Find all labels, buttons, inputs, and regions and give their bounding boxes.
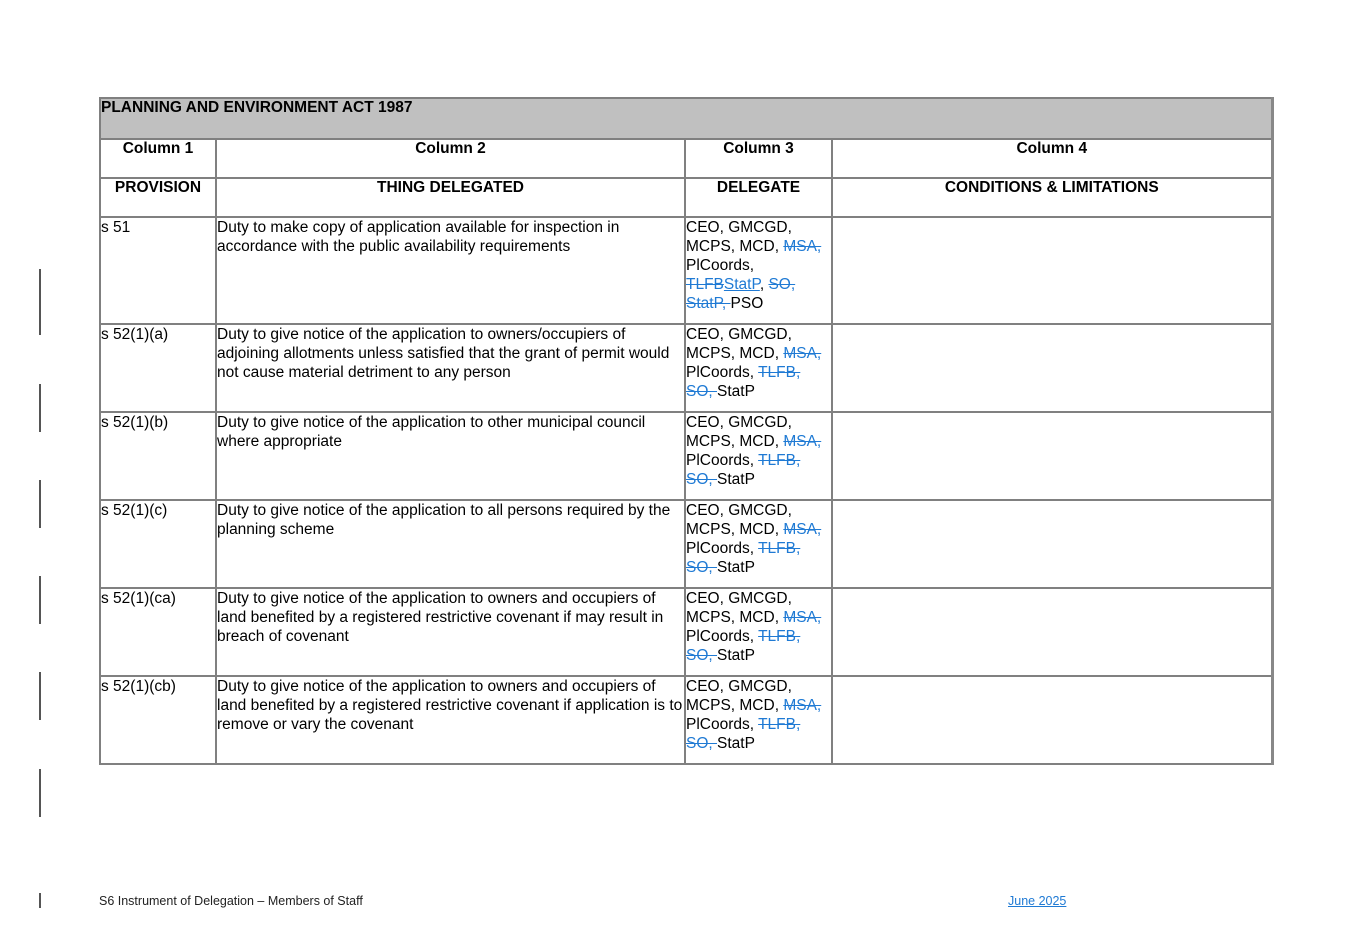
header-delegate: DELEGATE (685, 178, 832, 217)
delegate-cell (685, 412, 832, 500)
provision-cell: s 52(1)(cb) (100, 676, 216, 764)
thing-delegated-cell: Duty to give notice of the application to all persons required by the planning scheme (216, 500, 685, 588)
delegate-cell (685, 588, 832, 676)
table-row (100, 676, 1272, 764)
conditions-cell (832, 676, 1272, 764)
delegate-text: PlCoords, (686, 257, 755, 274)
delegate-cell (685, 676, 832, 764)
inserted-text: StatP (723, 276, 760, 293)
change-bar (39, 480, 41, 528)
delegate-text: , (759, 276, 769, 293)
thing-delegated-cell: Duty to give notice of the application to owners/occupiers of adjoining allotments unless satisfied that the grant of permit would not cause material detriment to any person (216, 324, 685, 412)
conditions-cell (832, 500, 1272, 588)
deleted-text: MSA, (783, 433, 822, 450)
deleted-text: MSA, (783, 521, 822, 538)
table-row (100, 500, 1272, 588)
table-row (100, 217, 1272, 324)
change-bar (39, 576, 41, 624)
deleted-text: TLFB, SO, (686, 716, 801, 752)
deleted-text: SO, StatP, (686, 276, 796, 312)
header-thing-delegated: THING DELEGATED (216, 178, 685, 217)
header-provision: PROVISION (100, 178, 216, 217)
column-header-row (100, 178, 1272, 217)
delegate-text: CEO, GMCGD, MCPS, MCD, (686, 502, 792, 538)
deleted-text: TLFB, SO, (686, 364, 801, 400)
change-bar (39, 893, 41, 908)
table-row (100, 324, 1272, 412)
conditions-cell (832, 217, 1272, 324)
deleted-text: TLFB, SO, (686, 540, 801, 576)
delegate-text: CEO, GMCGD, MCPS, MCD, (686, 590, 792, 626)
deleted-text: MSA, (783, 697, 822, 714)
column-number-1: Column 1 (100, 139, 216, 178)
delegate-text: PlCoords, (686, 716, 759, 733)
delegate-text: StatP (717, 383, 755, 400)
delegate-text: CEO, GMCGD, MCPS, MCD, (686, 678, 792, 714)
delegate-cell (685, 500, 832, 588)
column-number-2: Column 2 (216, 139, 685, 178)
conditions-cell (832, 588, 1272, 676)
conditions-cell (832, 412, 1272, 500)
provision-cell: s 52(1)(a) (100, 324, 216, 412)
delegate-text: PSO (730, 295, 764, 312)
thing-delegated-cell: Duty to give notice of the application to owners and occupiers of land benefited by a registered restrictive covenant if may result in breach of covenant (216, 588, 685, 676)
delegate-text: StatP (717, 471, 755, 488)
deleted-text: TLFB, SO, (686, 452, 801, 488)
provision-cell: s 52(1)(b) (100, 412, 216, 500)
column-number-row (100, 139, 1272, 178)
change-bar (39, 384, 41, 432)
provision-cell: s 51 (100, 217, 216, 324)
conditions-cell (832, 324, 1272, 412)
thing-delegated-cell: Duty to give notice of the application to owners and occupiers of land benefited by a registered restrictive covenant if application is to remove or vary the covenant (216, 676, 685, 764)
table-row (100, 412, 1272, 500)
change-bar (39, 672, 41, 720)
footer-date: June 2025 (1008, 894, 1067, 908)
delegate-text: PlCoords, (686, 628, 759, 645)
delegate-text: CEO, GMCGD, MCPS, MCD, (686, 219, 792, 255)
deleted-text: TLFB, SO, (686, 628, 801, 664)
header-conditions: CONDITIONS & LIMITATIONS (832, 178, 1272, 217)
delegate-text: PlCoords, (686, 364, 759, 381)
column-number-4: Column 4 (832, 139, 1272, 178)
delegation-table (99, 97, 1274, 765)
delegate-text: CEO, GMCGD, MCPS, MCD, (686, 326, 792, 362)
act-title-row (100, 98, 1272, 139)
delegate-text: CEO, GMCGD, MCPS, MCD, (686, 414, 792, 450)
delegate-text: StatP (717, 735, 755, 752)
thing-delegated-cell: Duty to make copy of application available for inspection in accordance with the public availability requirements (216, 217, 685, 324)
column-number-3: Column 3 (685, 139, 832, 178)
delegate-cell (685, 217, 832, 324)
thing-delegated-cell: Duty to give notice of the application to other municipal council where appropriate (216, 412, 685, 500)
delegate-text: PlCoords, (686, 540, 759, 557)
act-title: PLANNING AND ENVIRONMENT ACT 1987 (100, 98, 1272, 139)
delegate-text: StatP (717, 559, 755, 576)
delegate-cell (685, 324, 832, 412)
delegate-text: PlCoords, (686, 452, 759, 469)
table-row (100, 588, 1272, 676)
delegate-text: StatP (717, 647, 755, 664)
deleted-text: MSA, (783, 345, 822, 362)
deleted-text: MSA, (783, 609, 822, 626)
provision-cell: s 52(1)(ca) (100, 588, 216, 676)
deleted-text: TLFB (686, 276, 724, 293)
provision-cell: s 52(1)(c) (100, 500, 216, 588)
change-bar (39, 269, 41, 335)
change-bar (39, 769, 41, 817)
footer-document-title: S6 Instrument of Delegation – Members of Staff (99, 894, 363, 908)
deleted-text: MSA, (783, 238, 822, 255)
